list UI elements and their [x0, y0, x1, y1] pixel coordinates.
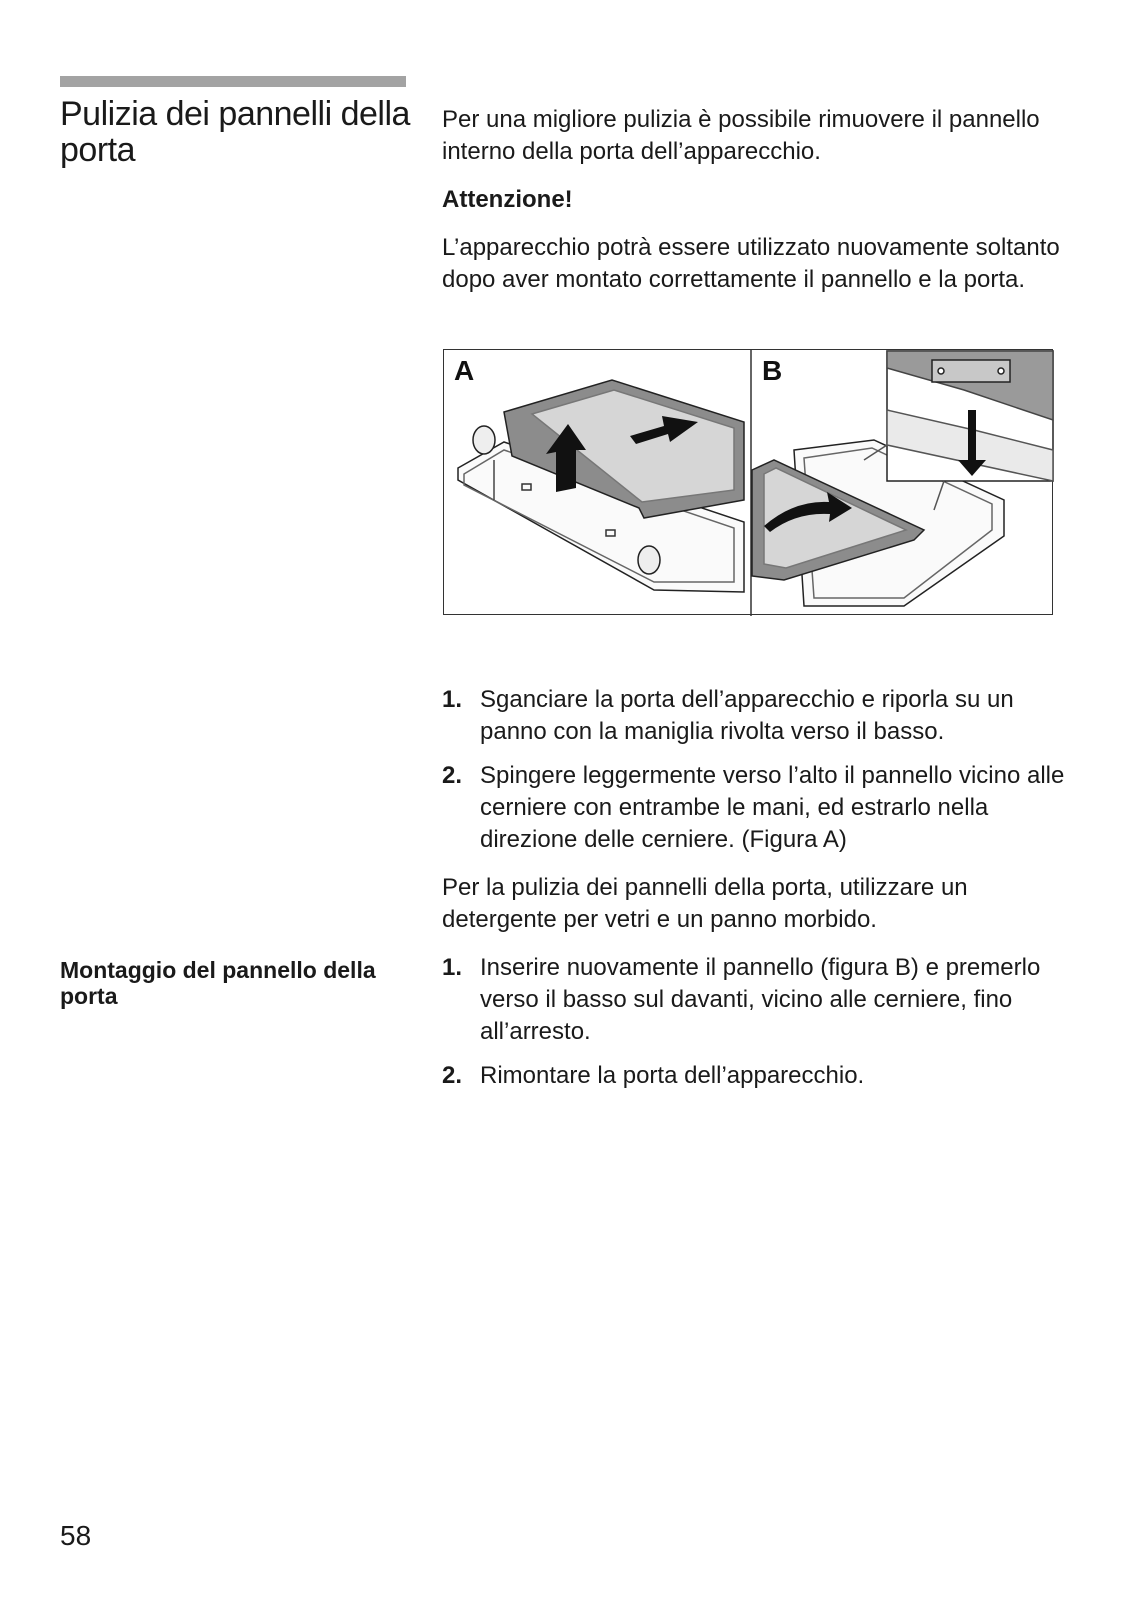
- step-text: Inserire nuovamente il pannello (figura B) e premerlo verso il basso sul davanti, vicino alle cerniere, fino all’arresto.: [480, 954, 1041, 1045]
- step-text: Spingere leggermente verso l’alto il pannello vicino alle cerniere con entrambe le mani, ed estrarlo nella direzione delle cerniere. (Figura A): [480, 762, 1065, 853]
- attention-paragraph: [442, 232, 1072, 296]
- intro-text: Per una migliore pulizia è possibile rimuovere il pannello interno della porta dell’apparecchio.: [442, 106, 1040, 165]
- figure-a-label: A: [454, 355, 475, 386]
- attention-text: L’apparecchio potrà essere utilizzato nuovamente soltanto dopo aver montato correttamente il pannello e la porta.: [442, 234, 1060, 293]
- attention-label: Attenzione!: [442, 186, 573, 213]
- door-panel-illustration: [444, 350, 1054, 616]
- figure-a-drawing: [458, 380, 744, 592]
- step-number: 2.: [442, 762, 463, 789]
- section-title: Pulizia dei pannelli della porta: [60, 95, 410, 169]
- cleaning-paragraph: [442, 872, 1072, 936]
- removal-steps: [442, 684, 1072, 868]
- figure-b-drawing: [752, 351, 1053, 606]
- door-panel-figure: [443, 349, 1053, 615]
- intro-paragraph: [442, 104, 1072, 168]
- list-item: [442, 1060, 1072, 1092]
- assembly-heading: Montaggio del pannello della porta: [60, 957, 376, 1009]
- hinge-a-left: [473, 426, 495, 454]
- step-number: 2.: [442, 1062, 463, 1089]
- list-item: [442, 760, 1072, 856]
- section-rule: [60, 76, 406, 87]
- hinge-a-right: [638, 546, 660, 574]
- step-number: 1.: [442, 954, 463, 981]
- cleaning-text: Per la pulizia dei pannelli della porta, utilizzare un detergente per vetri e un panno morbido.: [442, 874, 968, 933]
- assembly-steps: [442, 952, 1072, 1104]
- list-item: [442, 952, 1072, 1048]
- step-text: Rimontare la porta dell’apparecchio.: [480, 1062, 865, 1089]
- list-item: [442, 684, 1072, 748]
- figure-b-label: B: [762, 355, 783, 386]
- page-number: 58: [60, 1520, 92, 1551]
- step-text: Sganciare la porta dell’apparecchio e riporla su un panno con la maniglia rivolta verso il basso.: [480, 686, 1014, 745]
- step-number: 1.: [442, 686, 463, 713]
